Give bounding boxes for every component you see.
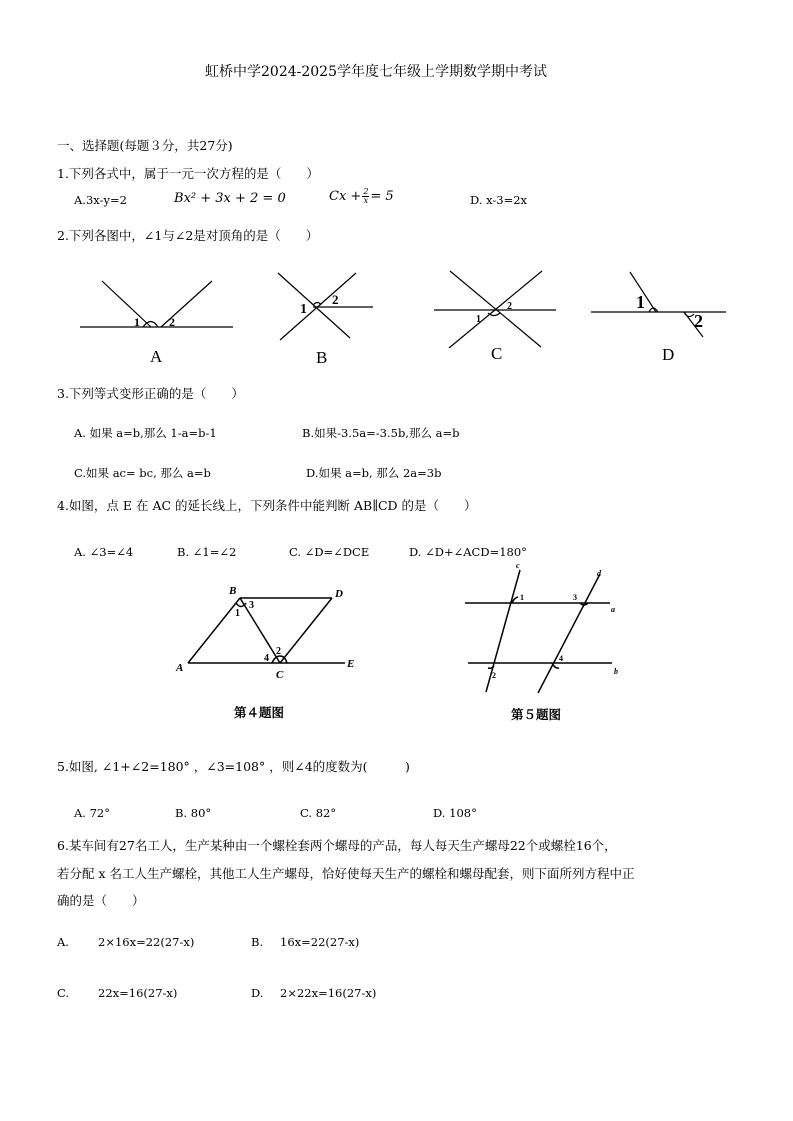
fig5-angle-2: 2 (492, 671, 496, 680)
question-1-option-c: Cx + $\frac{2}{x}$ = 5 (329, 187, 394, 205)
question-6-option-c: 22x=16(27-x) (98, 986, 178, 1000)
question-5-option-b: B. 80° (175, 806, 212, 820)
fig5-angle-3: 3 (573, 593, 577, 602)
q2-a-angle-1: 1 (134, 315, 140, 329)
question-3-stem: 3.下列等式变形正确的是（ ） (57, 386, 244, 401)
q2-c-angle-1: 1 (476, 314, 481, 325)
question-6-line-2: 若分配 x 名工人生产螺栓，其他工人生产螺母，恰好使每天生产的螺栓和螺母配套，则下面所列方程中正 (57, 866, 635, 881)
question-1-stem: 1.下列各式中，属于一元一次方程的是（ ） (57, 166, 319, 181)
question-1-option-a: A.3x-y=2 (74, 193, 127, 207)
fig5-line-c: c (516, 561, 520, 570)
question-1-option-b: Bx² + 3x + 2 = 0 (174, 191, 286, 206)
question-6-line-1: 6.某车间有27名工人，生产某种由一个螺栓套两个螺母的产品，每人每天生产螺母22个或螺栓16个， (57, 838, 617, 853)
question-3-option-d: D.如果 a=b, 那么 2a=3b (306, 466, 442, 480)
fig4-point-c: C (276, 669, 284, 681)
fig4-point-a: A (176, 662, 184, 674)
q2-b-angle-1: 1 (300, 302, 307, 317)
q2-d-angle-1: 1 (636, 292, 645, 312)
question-4-option-a: A. ∠3=∠4 (74, 545, 134, 559)
q2-label-a: A (150, 347, 163, 366)
question-2-stem: 2.下列各图中，∠1与∠2是对顶角的是（ ） (57, 228, 319, 243)
q2-d-angle-2: 2 (694, 311, 703, 331)
question-3-option-a: A. 如果 a=b,那么 1-a=b-1 (74, 426, 217, 440)
question-4-option-b: B. ∠1=∠2 (177, 545, 237, 559)
fig5-line-d: d (597, 569, 601, 578)
fig5-line-a: a (611, 605, 615, 614)
page-title: 虹桥中学2024-2025学年度七年级上学期数学期中考试 (205, 64, 547, 80)
fig4-point-b: B (229, 585, 237, 597)
question-6-option-d: 2×22x=16(27-x) (280, 986, 377, 1000)
question-4-stem: 4.如图，点 E 在 AC 的延长线上，下列条件中能判断 AB∥CD 的是（ ） (57, 498, 477, 513)
fig4-point-d: D (335, 588, 343, 600)
q2-b-angle-2: 2 (332, 292, 339, 307)
question-6-option-b: 16x=22(27-x) (280, 935, 360, 949)
figure-4-caption: 第４题图 (234, 705, 285, 720)
fig5-angle-4: 4 (559, 654, 563, 663)
q2-c-angle-2: 2 (507, 301, 512, 312)
fig4-point-e: E (347, 658, 355, 670)
fig5-angle-1: 1 (520, 593, 524, 602)
fig4-angle-2: 2 (276, 646, 281, 657)
question-5-option-d: D. 108° (433, 806, 477, 820)
question-4-option-d: D. ∠D+∠ACD=180° (409, 545, 527, 559)
question-5-option-a: A. 72° (74, 806, 110, 820)
q2-a-angle-2: 2 (169, 315, 175, 329)
question-6-line-3: 确的是（ ） (57, 893, 145, 908)
fig4-angle-3: 3 (249, 600, 254, 611)
question-1-option-d: D. x-3=2x (470, 193, 528, 207)
fig5-line-b: b (614, 667, 618, 676)
question-3-option-c: C.如果 ac= bc, 那么 a=b (74, 466, 211, 480)
question-6-option-a: 2×16x=22(27-x) (98, 935, 195, 949)
q2-label-d: D (662, 345, 675, 364)
figure-5-caption: 第５题图 (511, 707, 562, 722)
fig4-angle-4: 4 (264, 653, 269, 664)
q2-label-b: B (316, 348, 328, 367)
question-3-option-b: B.如果-3.5a=-3.5b,那么 a=b (302, 426, 460, 440)
question-6-option-c-label: C. (57, 986, 70, 1000)
section-heading: 一、选择题(每题３分，共27分) (57, 138, 233, 153)
question-5-option-c: C. 82° (300, 806, 337, 820)
question-6-option-b-label: B. (251, 935, 264, 949)
figure-5 (465, 570, 612, 693)
question-4-option-c: C. ∠D=∠DCE (289, 545, 370, 559)
question-5-stem: 5.如图, ∠1+∠2=180° ，∠3=108° ，则∠4的度数为( ) (57, 759, 410, 774)
q2-label-c: C (491, 344, 503, 363)
question-6-option-a-label: A. (57, 935, 69, 949)
question-6-option-d-label: D. (251, 986, 264, 1000)
fig4-angle-1: 1 (235, 608, 240, 619)
